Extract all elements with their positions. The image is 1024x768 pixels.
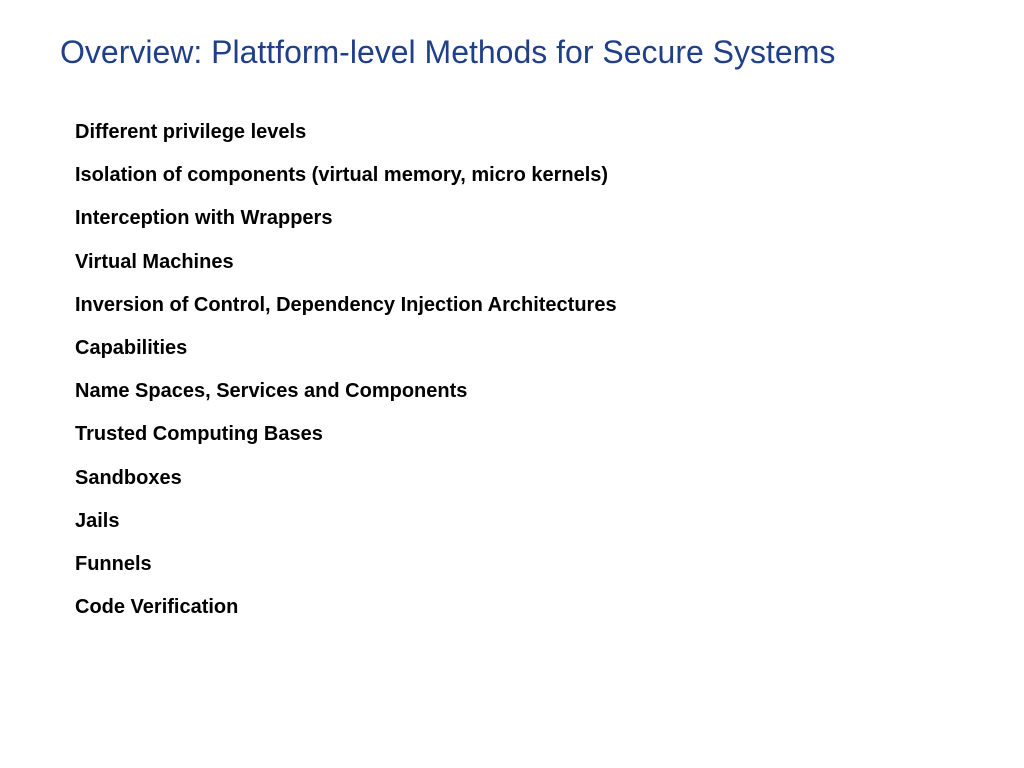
list-item: Different privilege levels xyxy=(75,121,307,143)
list-item: Code Verification xyxy=(75,596,239,619)
list-item: Inversion of Control, Dependency Injection Architectures xyxy=(75,293,617,316)
list-item: Sandboxes xyxy=(75,466,182,489)
list-item: Name Spaces, Services and Components xyxy=(75,380,468,403)
list-item: Virtual Machines xyxy=(75,250,234,273)
bullet-list xyxy=(75,118,617,636)
list-item: Capabilities xyxy=(75,336,188,359)
list-item: Interception with Wrappers xyxy=(75,207,333,230)
list-item: Jails xyxy=(75,509,120,532)
list-item: Funnels xyxy=(75,552,152,575)
list-item: Isolation of components (virtual memory, micro kernels) xyxy=(75,164,609,187)
list-item: Trusted Computing Bases xyxy=(75,423,323,446)
slide-title: Overview: Plattform-level Methods for Secure Systems xyxy=(60,34,836,70)
